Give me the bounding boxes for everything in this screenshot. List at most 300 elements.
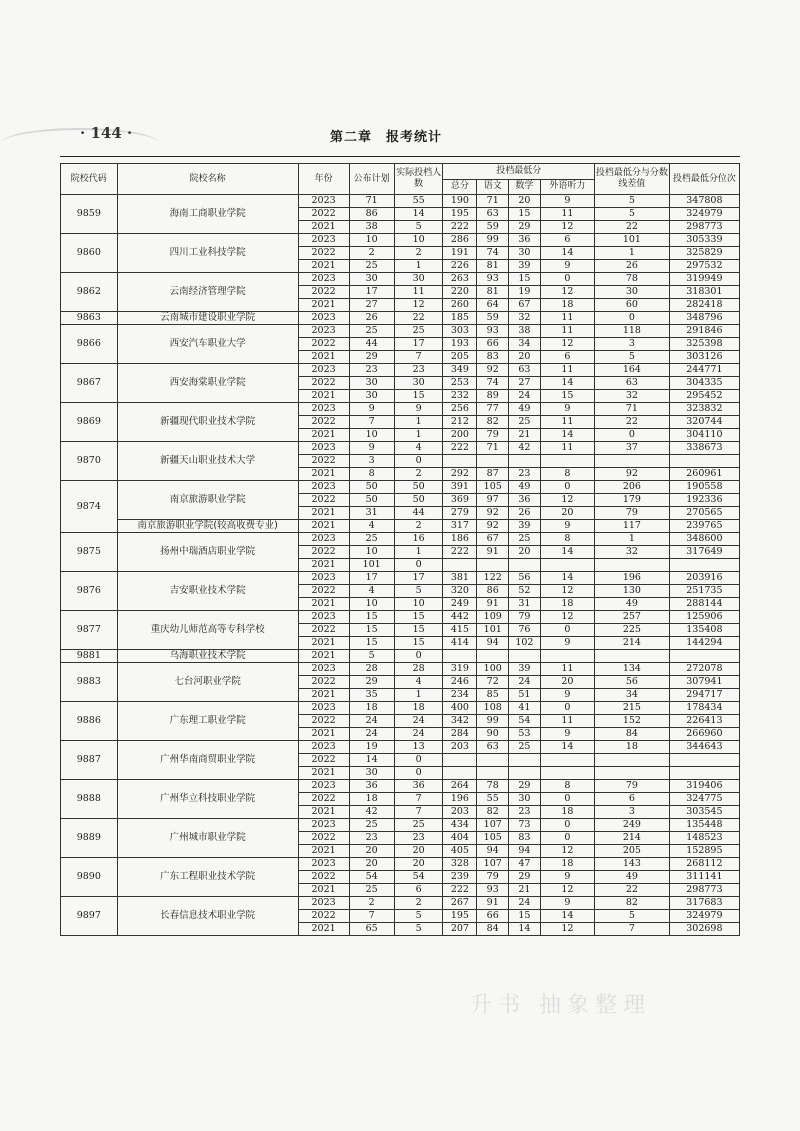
cell-year: 2022 [298,832,349,845]
cell-rank: 318301 [669,286,739,299]
cell-total: 222 [443,221,477,234]
header-rank: 投档最低分位次 [669,164,739,195]
cell-foreign: 9 [540,728,594,741]
cell-total: 195 [443,208,477,221]
cell-math: 21 [509,884,541,897]
cell-rank: 282418 [669,299,739,312]
cell-planned: 19 [349,741,394,754]
cell-total: 200 [443,429,477,442]
cell-math: 19 [509,286,541,299]
cell-foreign: 12 [540,923,594,936]
cell-diff: 6 [595,793,670,806]
cell-diff: 30 [595,286,670,299]
cell-total: 284 [443,728,477,741]
cell-diff: 214 [595,637,670,650]
cell-enrolled: 7 [394,351,443,364]
cell-total: 267 [443,897,477,910]
cell-enrolled: 24 [394,715,443,728]
cell-total: 205 [443,351,477,364]
cell-rank: 348600 [669,533,739,546]
cell-planned: 27 [349,299,394,312]
header-chinese: 语文 [477,179,509,195]
cell-chinese: 105 [477,832,509,845]
cell-planned: 20 [349,845,394,858]
cell-foreign: 14 [540,429,594,442]
cell-total: 246 [443,676,477,689]
table-row [61,533,740,546]
cell-planned: 17 [349,572,394,585]
cell-diff: 18 [595,741,670,754]
table-row [61,858,740,871]
cell-math: 27 [509,377,541,390]
cell-total: 404 [443,832,477,845]
cell-year: 2021 [298,767,349,780]
cell-year: 2023 [298,897,349,910]
cell-total: 253 [443,377,477,390]
cell-rank: 305339 [669,234,739,247]
cell-enrolled: 4 [394,676,443,689]
cell-enrolled: 44 [394,507,443,520]
cell-diff: 34 [595,689,670,702]
cell-chinese: 71 [477,195,509,208]
cell-total: 193 [443,338,477,351]
cell-chinese [477,455,509,468]
cell-enrolled: 1 [394,260,443,273]
cell-enrolled: 0 [394,754,443,767]
cell-total [443,754,477,767]
cell-year: 2021 [298,650,349,663]
cell-math: 49 [509,481,541,494]
cell-year: 2023 [298,273,349,286]
cell-foreign: 9 [540,195,594,208]
cell-enrolled: 2 [394,520,443,533]
cell-chinese: 74 [477,377,509,390]
cell-planned: 24 [349,715,394,728]
cell-rank: 251735 [669,585,739,598]
school-name: 南京旅游职业学院(较高收费专业) [117,520,298,533]
cell-planned: 30 [349,377,394,390]
cell-rank: 323832 [669,403,739,416]
cell-diff: 134 [595,663,670,676]
cell-diff: 164 [595,364,670,377]
cell-rank: 338673 [669,442,739,455]
cell-chinese: 82 [477,806,509,819]
cell-planned: 25 [349,260,394,273]
cell-diff: 5 [595,208,670,221]
cell-math: 25 [509,416,541,429]
cell-math: 67 [509,299,541,312]
cell-enrolled: 22 [394,312,443,325]
cell-math: 23 [509,468,541,481]
school-name: 乌海职业技术学院 [117,650,298,663]
cell-year: 2022 [298,286,349,299]
cell-foreign [540,455,594,468]
school-code: 9886 [61,702,118,741]
cell-enrolled: 20 [394,845,443,858]
cell-planned: 18 [349,702,394,715]
cell-foreign: 18 [540,806,594,819]
cell-diff: 152 [595,715,670,728]
cell-year: 2021 [298,806,349,819]
cell-diff: 84 [595,728,670,741]
table-row [61,702,740,715]
cell-total: 328 [443,858,477,871]
cell-diff: 22 [595,884,670,897]
cell-year: 2022 [298,910,349,923]
cell-planned: 8 [349,468,394,481]
cell-planned: 86 [349,208,394,221]
cell-chinese: 92 [477,520,509,533]
cell-math [509,559,541,572]
cell-chinese: 66 [477,338,509,351]
cell-enrolled: 13 [394,741,443,754]
cell-total: 320 [443,585,477,598]
cell-total: 442 [443,611,477,624]
cell-rank: 190558 [669,481,739,494]
header-min-score-group: 投档最低分 [443,164,595,180]
cell-year: 2023 [298,572,349,585]
table-row [61,819,740,832]
cell-total: 286 [443,234,477,247]
cell-enrolled: 14 [394,208,443,221]
cell-planned: 35 [349,689,394,702]
cell-total: 415 [443,624,477,637]
cell-planned: 4 [349,520,394,533]
cell-chinese: 91 [477,897,509,910]
header-name: 院校名称 [117,164,298,195]
cell-math: 23 [509,806,541,819]
cell-chinese: 91 [477,598,509,611]
cell-foreign: 11 [540,325,594,338]
school-name: 广州城市职业学院 [117,819,298,858]
cell-total [443,650,477,663]
cell-year: 2021 [298,923,349,936]
cell-foreign: 9 [540,871,594,884]
cell-planned: 4 [349,585,394,598]
cell-enrolled: 5 [394,910,443,923]
school-code: 9876 [61,572,118,611]
table-row [61,403,740,416]
cell-planned: 7 [349,910,394,923]
cell-enrolled: 5 [394,221,443,234]
school-name: 重庆幼儿师范高等专科学校 [117,611,298,650]
cell-enrolled: 1 [394,429,443,442]
cell-foreign: 8 [540,468,594,481]
cell-planned: 18 [349,793,394,806]
cell-planned: 17 [349,286,394,299]
cell-year: 2021 [298,637,349,650]
school-name: 广州华立科技职业学院 [117,780,298,819]
cell-rank: 298773 [669,221,739,234]
cell-chinese: 99 [477,715,509,728]
cell-math: 15 [509,273,541,286]
cell-math: 15 [509,910,541,923]
cell-diff: 7 [595,923,670,936]
cell-planned: 15 [349,637,394,650]
cell-foreign: 11 [540,442,594,455]
cell-rank [669,754,739,767]
cell-total: 319 [443,663,477,676]
cell-diff: 37 [595,442,670,455]
cell-planned: 23 [349,364,394,377]
cell-diff [595,650,670,663]
cell-total: 195 [443,910,477,923]
cell-chinese: 78 [477,780,509,793]
table-row [61,442,740,455]
cell-chinese: 71 [477,442,509,455]
cell-total: 414 [443,637,477,650]
school-name: 四川工业科技学院 [117,234,298,273]
cell-chinese: 59 [477,221,509,234]
school-code: 9866 [61,325,118,364]
school-name: 扬州中瑞酒店职业学院 [117,533,298,572]
cell-enrolled: 24 [394,728,443,741]
cell-planned: 24 [349,728,394,741]
cell-total: 405 [443,845,477,858]
cell-rank: 302698 [669,923,739,936]
cell-foreign: 9 [540,403,594,416]
school-name: 广东工程职业技术学院 [117,858,298,897]
school-code: 9867 [61,364,118,403]
cell-diff: 78 [595,273,670,286]
header-math: 数学 [509,179,541,195]
cell-foreign: 9 [540,637,594,650]
cell-diff: 71 [595,403,670,416]
school-code: 9869 [61,403,118,442]
cell-enrolled: 25 [394,325,443,338]
cell-planned: 25 [349,819,394,832]
school-name: 新疆现代职业技术学院 [117,403,298,442]
cell-planned: 23 [349,832,394,845]
cell-foreign: 14 [540,247,594,260]
cell-total: 391 [443,481,477,494]
cell-math: 41 [509,702,541,715]
cell-planned: 14 [349,754,394,767]
cell-math: 30 [509,793,541,806]
cell-year: 2021 [298,260,349,273]
cell-rank: 178434 [669,702,739,715]
cell-planned: 5 [349,650,394,663]
cell-enrolled: 16 [394,533,443,546]
cell-math: 53 [509,728,541,741]
cell-chinese: 77 [477,403,509,416]
cell-chinese: 67 [477,533,509,546]
school-code: 9862 [61,273,118,312]
table-row [61,650,740,663]
cell-year: 2021 [298,728,349,741]
cell-rank: 324979 [669,208,739,221]
cell-year: 2023 [298,364,349,377]
cell-math: 14 [509,923,541,936]
cell-year: 2022 [298,494,349,507]
cell-planned: 50 [349,481,394,494]
cell-chinese: 109 [477,611,509,624]
cell-chinese [477,559,509,572]
cell-rank: 307941 [669,676,739,689]
cell-year: 2021 [298,351,349,364]
cell-foreign: 18 [540,598,594,611]
cell-foreign: 11 [540,715,594,728]
cell-math: 20 [509,195,541,208]
cell-enrolled: 15 [394,611,443,624]
cell-foreign: 0 [540,624,594,637]
cell-enrolled: 15 [394,624,443,637]
cell-enrolled: 17 [394,572,443,585]
cell-year: 2021 [298,598,349,611]
cell-rank: 148523 [669,832,739,845]
school-code: 9881 [61,650,118,663]
table-row [61,325,740,338]
cell-enrolled: 10 [394,234,443,247]
cell-planned: 15 [349,624,394,637]
cell-chinese [477,650,509,663]
cell-year: 2022 [298,247,349,260]
cell-planned: 30 [349,767,394,780]
cell-chinese: 81 [477,260,509,273]
cell-foreign: 20 [540,507,594,520]
table-row [61,481,740,494]
school-name: 西安汽车职业大学 [117,325,298,364]
cell-rank: 295452 [669,390,739,403]
cell-year: 2022 [298,793,349,806]
cell-total: 342 [443,715,477,728]
cell-chinese: 87 [477,468,509,481]
cell-total: 207 [443,923,477,936]
cell-rank: 324775 [669,793,739,806]
cell-rank: 270565 [669,507,739,520]
cell-math: 49 [509,403,541,416]
page-number: · 144 · [80,124,133,142]
cell-enrolled: 0 [394,650,443,663]
cell-chinese: 64 [477,299,509,312]
cell-total: 264 [443,780,477,793]
cell-enrolled: 2 [394,468,443,481]
cell-diff: 0 [595,312,670,325]
cell-diff: 215 [595,702,670,715]
cell-foreign: 12 [540,884,594,897]
page-header [60,122,740,157]
cell-total: 349 [443,364,477,377]
cell-year: 2023 [298,312,349,325]
cell-rank: 298773 [669,884,739,897]
cell-chinese: 107 [477,819,509,832]
cell-foreign: 20 [540,676,594,689]
cell-planned: 25 [349,325,394,338]
cell-math [509,754,541,767]
cell-planned: 38 [349,221,394,234]
cell-diff: 179 [595,494,670,507]
cell-total: 212 [443,416,477,429]
cell-year: 2021 [298,507,349,520]
table-row [61,364,740,377]
cell-chinese: 89 [477,390,509,403]
cell-foreign: 6 [540,351,594,364]
cell-total: 226 [443,260,477,273]
cell-enrolled: 23 [394,832,443,845]
cell-enrolled: 25 [394,819,443,832]
cell-diff: 79 [595,507,670,520]
cell-rank: 272078 [669,663,739,676]
cell-diff: 5 [595,910,670,923]
cell-planned: 9 [349,442,394,455]
cell-foreign: 18 [540,858,594,871]
cell-year: 2023 [298,403,349,416]
school-name: 云南经济管理学院 [117,273,298,312]
table-row [61,195,740,208]
cell-enrolled: 23 [394,364,443,377]
cell-diff: 3 [595,806,670,819]
cell-rank: 135408 [669,624,739,637]
cell-enrolled: 0 [394,455,443,468]
cell-total: 369 [443,494,477,507]
cell-rank: 266960 [669,728,739,741]
cell-year: 2021 [298,884,349,897]
cell-year: 2022 [298,377,349,390]
table-row [61,273,740,286]
cell-diff: 257 [595,611,670,624]
cell-math: 21 [509,429,541,442]
cell-foreign: 0 [540,832,594,845]
cell-planned: 2 [349,897,394,910]
cell-math: 47 [509,858,541,871]
cell-diff: 214 [595,832,670,845]
cell-rank: 297532 [669,260,739,273]
cell-foreign [540,754,594,767]
cell-total: 260 [443,299,477,312]
cell-rank: 239765 [669,520,739,533]
cell-chinese: 72 [477,676,509,689]
cell-foreign: 0 [540,702,594,715]
cell-planned: 26 [349,312,394,325]
cell-foreign [540,559,594,572]
cell-planned: 65 [349,923,394,936]
cell-foreign: 11 [540,312,594,325]
cell-total [443,767,477,780]
cell-enrolled: 7 [394,806,443,819]
cell-enrolled: 30 [394,273,443,286]
cell-diff: 249 [595,819,670,832]
cell-year: 2021 [298,845,349,858]
cell-year: 2022 [298,871,349,884]
cell-rank: 135448 [669,819,739,832]
cell-chinese: 59 [477,312,509,325]
cell-year: 2023 [298,858,349,871]
cell-math: 39 [509,520,541,533]
cell-math: 94 [509,845,541,858]
cell-foreign: 11 [540,364,594,377]
school-code: 9889 [61,819,118,858]
header-code: 院校代码 [61,164,118,195]
cell-diff: 130 [595,585,670,598]
cell-foreign: 11 [540,416,594,429]
cell-foreign: 9 [540,689,594,702]
cell-chinese: 81 [477,286,509,299]
cell-enrolled: 0 [394,559,443,572]
cell-planned: 28 [349,663,394,676]
cell-rank [669,650,739,663]
cell-math: 30 [509,247,541,260]
cell-year: 2021 [298,299,349,312]
cell-foreign: 9 [540,520,594,533]
cell-planned: 30 [349,390,394,403]
cell-rank: 125906 [669,611,739,624]
cell-diff: 63 [595,377,670,390]
cell-math: 29 [509,780,541,793]
cell-math: 29 [509,221,541,234]
cell-planned: 15 [349,611,394,624]
cell-enrolled: 4 [394,442,443,455]
cell-rank: 320744 [669,416,739,429]
